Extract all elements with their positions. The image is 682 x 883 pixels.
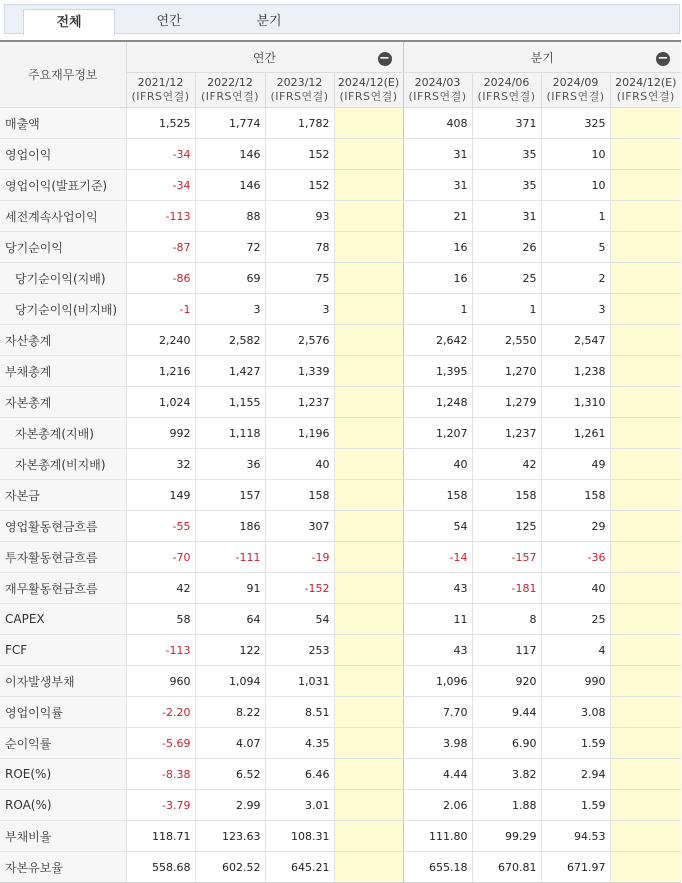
table-cell: 1,248 — [403, 387, 472, 418]
table-cell — [334, 170, 403, 201]
row-label: 세전계속사업이익 — [0, 201, 126, 232]
period-basis: (IFRS연결) — [408, 90, 467, 103]
table-cell: -14 — [403, 542, 472, 573]
table-cell: 40 — [403, 449, 472, 480]
row-label: CAPEX — [0, 604, 126, 635]
table-cell: -5.69 — [126, 728, 195, 759]
table-row — [0, 697, 681, 728]
table-cell: 307 — [265, 511, 334, 542]
table-cell: 3.98 — [403, 728, 472, 759]
table-cell: 1,279 — [472, 387, 541, 418]
table-cell: 8 — [472, 604, 541, 635]
financial-summary-table — [0, 40, 681, 883]
table-cell: 2.94 — [541, 759, 610, 790]
table-cell — [610, 635, 681, 666]
table-cell — [610, 108, 681, 139]
row-label: FCF — [0, 635, 126, 666]
table-cell: 1,096 — [403, 666, 472, 697]
table-cell: 149 — [126, 480, 195, 511]
table-row — [0, 418, 681, 449]
table-row — [0, 604, 681, 635]
table-cell — [334, 666, 403, 697]
table-cell: 3.82 — [472, 759, 541, 790]
table-cell: 31 — [403, 170, 472, 201]
table-cell: 558.68 — [126, 852, 195, 883]
table-cell: 2.99 — [195, 790, 265, 821]
period-header — [610, 73, 681, 108]
table-cell: 3 — [541, 294, 610, 325]
table-cell — [334, 449, 403, 480]
table-cell: 3.01 — [265, 790, 334, 821]
table-cell — [610, 604, 681, 635]
table-cell: 146 — [195, 170, 265, 201]
table-cell — [610, 387, 681, 418]
table-cell: 158 — [403, 480, 472, 511]
period-header — [472, 73, 541, 108]
table-cell: 88 — [195, 201, 265, 232]
row-label: 영업이익(발표기준) — [0, 170, 126, 201]
table-cell: 6.46 — [265, 759, 334, 790]
row-label: 순이익률 — [0, 728, 126, 759]
table-row — [0, 449, 681, 480]
table-cell: 7.70 — [403, 697, 472, 728]
table-cell: 1,525 — [126, 108, 195, 139]
table-cell: 1,216 — [126, 356, 195, 387]
table-cell: 1,238 — [541, 356, 610, 387]
table-cell: 3 — [195, 294, 265, 325]
table-cell: 2,547 — [541, 325, 610, 356]
row-label: 투자활동현금흐름 — [0, 542, 126, 573]
table-cell: 1,270 — [472, 356, 541, 387]
period-date: 2024/09 — [552, 76, 599, 89]
table-cell: 21 — [403, 201, 472, 232]
period-header — [195, 73, 265, 108]
table-cell: 99.29 — [472, 821, 541, 852]
period-basis: (IFRS연결) — [477, 90, 536, 103]
table-cell: -70 — [126, 542, 195, 573]
period-basis: (IFRS연결) — [616, 90, 675, 103]
table-row — [0, 821, 681, 852]
table-cell: 25 — [472, 263, 541, 294]
table-cell — [610, 201, 681, 232]
table-cell: 108.31 — [265, 821, 334, 852]
table-cell — [334, 635, 403, 666]
table-cell: 1 — [472, 294, 541, 325]
table-cell: -55 — [126, 511, 195, 542]
table-cell: 1,094 — [195, 666, 265, 697]
table-cell: 3.08 — [541, 697, 610, 728]
table-row — [0, 635, 681, 666]
table-cell: 1,031 — [265, 666, 334, 697]
table-cell: 36 — [195, 449, 265, 480]
table-cell: 1,237 — [265, 387, 334, 418]
table-cell: 69 — [195, 263, 265, 294]
table-row — [0, 108, 681, 139]
table-cell: 990 — [541, 666, 610, 697]
table-cell: 1,207 — [403, 418, 472, 449]
table-cell: 2 — [541, 263, 610, 294]
table-cell: 1.88 — [472, 790, 541, 821]
table-cell — [334, 821, 403, 852]
table-cell — [610, 170, 681, 201]
tab-all[interactable]: 전체 — [23, 9, 115, 35]
table-cell: 54 — [403, 511, 472, 542]
table-cell: -113 — [126, 635, 195, 666]
table-cell: -86 — [126, 263, 195, 294]
table-cell: 4.35 — [265, 728, 334, 759]
table-cell — [610, 294, 681, 325]
table-cell: 920 — [472, 666, 541, 697]
table-cell — [334, 728, 403, 759]
table-cell — [334, 263, 403, 294]
table-cell: 1.59 — [541, 790, 610, 821]
table-cell: 2,550 — [472, 325, 541, 356]
table-row — [0, 790, 681, 821]
table-cell: 253 — [265, 635, 334, 666]
table-cell: 16 — [403, 232, 472, 263]
table-cell: 94.53 — [541, 821, 610, 852]
table-cell: 1 — [403, 294, 472, 325]
table-cell: 1,118 — [195, 418, 265, 449]
tab-annual[interactable]: 연간 — [156, 14, 182, 29]
table-row — [0, 852, 681, 883]
table-cell: 4.44 — [403, 759, 472, 790]
table-cell: 54 — [265, 604, 334, 635]
table-cell — [334, 201, 403, 232]
table-cell: 671.97 — [541, 852, 610, 883]
table-cell: 118.71 — [126, 821, 195, 852]
period-date: 2024/03 — [414, 76, 461, 89]
table-cell — [334, 604, 403, 635]
table-row — [0, 139, 681, 170]
table-cell: 78 — [265, 232, 334, 263]
row-label: 자본총계 — [0, 387, 126, 418]
table-cell: 4.07 — [195, 728, 265, 759]
table-cell: 1,261 — [541, 418, 610, 449]
group-label-quarterly: 분기 — [530, 50, 554, 65]
table-cell — [334, 418, 403, 449]
table-row — [0, 263, 681, 294]
table-cell: 93 — [265, 201, 334, 232]
table-cell: 26 — [472, 232, 541, 263]
period-header — [265, 73, 334, 108]
table-cell: 10 — [541, 170, 610, 201]
table-cell — [334, 232, 403, 263]
row-label: ROE(%) — [0, 759, 126, 790]
table-cell: 6.90 — [472, 728, 541, 759]
period-date: 2023/12 — [276, 76, 323, 89]
table-cell: -157 — [472, 542, 541, 573]
period-date: 2024/12(E) — [615, 76, 677, 89]
table-cell — [610, 852, 681, 883]
table-cell: 152 — [265, 139, 334, 170]
period-tab-bar — [4, 4, 680, 34]
table-cell: 49 — [541, 449, 610, 480]
table-cell: 31 — [403, 139, 472, 170]
table-row — [0, 201, 681, 232]
table-cell — [334, 108, 403, 139]
row-label: 영업이익 — [0, 139, 126, 170]
table-cell: 645.21 — [265, 852, 334, 883]
table-cell — [610, 511, 681, 542]
row-label: 자본금 — [0, 480, 126, 511]
row-label: 영업이익률 — [0, 697, 126, 728]
table-cell: 58 — [126, 604, 195, 635]
period-basis: (IFRS연결) — [339, 90, 398, 103]
table-cell — [610, 759, 681, 790]
row-label: 자본총계(비지배) — [0, 449, 126, 480]
table-cell — [334, 573, 403, 604]
group-header-annual — [126, 41, 403, 73]
table-cell — [610, 325, 681, 356]
row-label: 자본유보율 — [0, 852, 126, 883]
table-row — [0, 294, 681, 325]
table-cell: 35 — [472, 170, 541, 201]
table-cell — [610, 418, 681, 449]
table-cell: 1,395 — [403, 356, 472, 387]
table-cell: -113 — [126, 201, 195, 232]
row-label: 자본총계(지배) — [0, 418, 126, 449]
table-cell — [334, 139, 403, 170]
table-cell: 25 — [541, 604, 610, 635]
table-cell: 35 — [472, 139, 541, 170]
period-basis: (IFRS연결) — [200, 90, 260, 103]
table-cell: 5 — [541, 232, 610, 263]
table-cell — [334, 542, 403, 573]
period-basis: (IFRS연결) — [131, 90, 190, 103]
table-cell — [334, 511, 403, 542]
table-cell — [610, 697, 681, 728]
row-label: ROA(%) — [0, 790, 126, 821]
table-cell: -111 — [195, 542, 265, 573]
table-row — [0, 480, 681, 511]
row-label: 당기순이익(비지배) — [0, 294, 126, 325]
table-cell: 2.06 — [403, 790, 472, 821]
table-cell: 43 — [403, 573, 472, 604]
table-cell: 1,339 — [265, 356, 334, 387]
period-header — [541, 73, 610, 108]
table-cell: -36 — [541, 542, 610, 573]
table-cell: 10 — [541, 139, 610, 170]
table-cell: 2,582 — [195, 325, 265, 356]
table-cell: 6.52 — [195, 759, 265, 790]
tab-quarterly[interactable]: 분기 — [256, 14, 282, 29]
table-cell: 1,237 — [472, 418, 541, 449]
table-cell: 91 — [195, 573, 265, 604]
table-cell: 2,240 — [126, 325, 195, 356]
table-cell — [610, 542, 681, 573]
table-cell: 9.44 — [472, 697, 541, 728]
table-cell — [610, 821, 681, 852]
table-row — [0, 325, 681, 356]
table-cell: 602.52 — [195, 852, 265, 883]
table-cell: 2,642 — [403, 325, 472, 356]
table-cell: 1,155 — [195, 387, 265, 418]
table-cell — [334, 356, 403, 387]
table-cell: 8.22 — [195, 697, 265, 728]
row-label: 자산총계 — [0, 325, 126, 356]
group-header-quarterly — [403, 41, 681, 73]
table-cell: 371 — [472, 108, 541, 139]
table-cell — [610, 790, 681, 821]
table-cell — [610, 449, 681, 480]
table-cell — [334, 325, 403, 356]
table-cell: 158 — [265, 480, 334, 511]
row-label: 매출액 — [0, 108, 126, 139]
table-cell: 42 — [126, 573, 195, 604]
table-cell: 960 — [126, 666, 195, 697]
period-header — [403, 73, 472, 108]
table-row — [0, 573, 681, 604]
period-date: 2022/12 — [207, 76, 253, 89]
table-cell: -2.20 — [126, 697, 195, 728]
table-cell: -181 — [472, 573, 541, 604]
table-cell: 4 — [541, 635, 610, 666]
table-row — [0, 387, 681, 418]
table-cell: -8.38 — [126, 759, 195, 790]
table-cell: 1,427 — [195, 356, 265, 387]
row-header-title: 주요재무정보 — [0, 41, 126, 108]
table-cell: 3 — [265, 294, 334, 325]
table-cell: 1,196 — [265, 418, 334, 449]
table-cell: 32 — [126, 449, 195, 480]
minus-circle-icon[interactable]: − — [657, 51, 669, 66]
table-cell: 117 — [472, 635, 541, 666]
minus-circle-icon[interactable]: − — [379, 51, 390, 66]
row-label: 이자발생부채 — [0, 666, 126, 697]
table-row — [0, 356, 681, 387]
table-cell — [334, 697, 403, 728]
table-cell: 157 — [195, 480, 265, 511]
table-row — [0, 511, 681, 542]
table-cell: 29 — [541, 511, 610, 542]
table-cell: 122 — [195, 635, 265, 666]
table-cell: -87 — [126, 232, 195, 263]
table-cell: 1,782 — [265, 108, 334, 139]
table-cell — [334, 790, 403, 821]
table-cell — [610, 139, 681, 170]
table-cell: 655.18 — [403, 852, 472, 883]
table-cell: 1.59 — [541, 728, 610, 759]
table-cell: 1,024 — [126, 387, 195, 418]
table-cell — [334, 852, 403, 883]
table-cell: 16 — [403, 263, 472, 294]
table-cell: -19 — [265, 542, 334, 573]
table-cell: 8.51 — [265, 697, 334, 728]
table-cell — [610, 480, 681, 511]
period-date: 2021/12 — [137, 76, 184, 89]
table-cell — [610, 573, 681, 604]
table-cell — [610, 232, 681, 263]
table-cell: 11 — [403, 604, 472, 635]
table-cell: 1,310 — [541, 387, 610, 418]
table-cell: -34 — [126, 139, 195, 170]
table-cell: 40 — [265, 449, 334, 480]
period-date: 2024/06 — [483, 76, 530, 89]
table-cell: 1,774 — [195, 108, 265, 139]
row-label: 영업활동현금흐름 — [0, 511, 126, 542]
period-header — [334, 73, 403, 108]
table-row — [0, 666, 681, 697]
table-cell: 1 — [541, 201, 610, 232]
table-cell: -3.79 — [126, 790, 195, 821]
row-label: 부채총계 — [0, 356, 126, 387]
table-cell — [334, 759, 403, 790]
table-cell — [334, 480, 403, 511]
table-cell: 125 — [472, 511, 541, 542]
table-cell: 408 — [403, 108, 472, 139]
table-cell: 2,576 — [265, 325, 334, 356]
table-cell — [610, 728, 681, 759]
table-cell: 123.63 — [195, 821, 265, 852]
table-row — [0, 170, 681, 201]
table-cell: 158 — [472, 480, 541, 511]
period-basis: (IFRS연결) — [270, 90, 329, 103]
table-cell: 670.81 — [472, 852, 541, 883]
table-cell: -152 — [265, 573, 334, 604]
table-cell — [610, 263, 681, 294]
row-label: 당기순이익(지배) — [0, 263, 126, 294]
table-cell: 146 — [195, 139, 265, 170]
table-cell: 325 — [541, 108, 610, 139]
table-row — [0, 542, 681, 573]
table-cell: 992 — [126, 418, 195, 449]
table-cell: 42 — [472, 449, 541, 480]
table-cell — [334, 387, 403, 418]
table-cell: 111.80 — [403, 821, 472, 852]
row-label: 당기순이익 — [0, 232, 126, 263]
period-header — [126, 73, 195, 108]
period-date: 2024/12(E) — [337, 76, 400, 89]
row-label: 재무활동현금흐름 — [0, 573, 126, 604]
table-row — [0, 728, 681, 759]
table-row — [0, 232, 681, 263]
table-cell: 64 — [195, 604, 265, 635]
table-cell — [334, 294, 403, 325]
table-row — [0, 759, 681, 790]
table-cell — [610, 356, 681, 387]
table-cell: 152 — [265, 170, 334, 201]
table-cell — [610, 666, 681, 697]
row-label: 부채비율 — [0, 821, 126, 852]
table-cell: 158 — [541, 480, 610, 511]
table-cell: 43 — [403, 635, 472, 666]
table-cell: 72 — [195, 232, 265, 263]
period-basis: (IFRS연결) — [546, 90, 605, 103]
table-cell: 75 — [265, 263, 334, 294]
table-cell: 40 — [541, 573, 610, 604]
table-cell: -1 — [126, 294, 195, 325]
group-label-annual: 연간 — [252, 50, 277, 65]
table-cell: 186 — [195, 511, 265, 542]
table-cell: -34 — [126, 170, 195, 201]
table-cell: 31 — [472, 201, 541, 232]
